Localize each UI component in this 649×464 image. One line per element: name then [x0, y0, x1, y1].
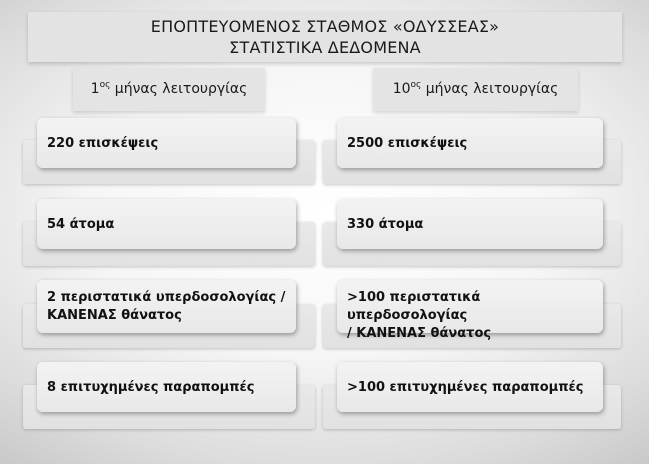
- stat-card-visits-month-1: [37, 118, 296, 168]
- stat-text: 2500 επισκέψεις: [347, 135, 468, 151]
- stat-text: 54 άτομα: [47, 216, 115, 232]
- column-header-month-1: [73, 68, 265, 111]
- stat-card-referrals-month-10: [337, 362, 603, 412]
- column-header-month-10: [373, 68, 578, 111]
- stat-card-visits-month-10: [337, 118, 603, 168]
- stat-text: >100 επιτυχημένες παραπομπές: [347, 379, 584, 395]
- stat-text: 220 επισκέψεις: [47, 135, 159, 151]
- stat-text: 8 επιτυχημένες παραπομπές: [47, 379, 255, 395]
- column-header-number: 10: [392, 81, 411, 97]
- stat-card-overdoses-month-1: [37, 280, 296, 333]
- stat-text-line-1: 2 περιστατικά υπερδοσολογίας /: [47, 290, 286, 305]
- stat-card-referrals-month-1: [37, 362, 296, 412]
- stat-text-line-2: / ΚΑΝΕΝΑΣ θάνατος: [347, 326, 492, 341]
- stat-text-line-1: >100 περιστατικά υπερδοσολογίας: [347, 290, 481, 323]
- title-line-2: ΣΤΑΤΙΣΤΙΚΑ ΔΕΔΟΜΕΝΑ: [229, 38, 421, 57]
- column-header-superscript: ος: [99, 80, 111, 90]
- stat-text: 330 άτομα: [347, 216, 424, 232]
- column-header-label: μήνας λειτουργίας: [110, 81, 248, 97]
- title-banner: [28, 12, 622, 62]
- stat-card-people-month-10: [337, 199, 603, 249]
- stat-text-line-2: ΚΑΝΕΝΑΣ θάνατος: [47, 308, 182, 323]
- title-line-1: ΕΠΟΠΤΕΥΟΜΕΝΟΣ ΣΤΑΘΜΟΣ «ΟΔΥΣΣΕΑΣ»: [150, 17, 500, 36]
- column-header-superscript: ος: [410, 80, 422, 90]
- stat-card-people-month-1: [37, 199, 296, 249]
- column-header-label: μήνας λειτουργίας: [421, 81, 559, 97]
- column-header-number: 1: [90, 81, 100, 97]
- stat-card-overdoses-month-10: [337, 280, 603, 341]
